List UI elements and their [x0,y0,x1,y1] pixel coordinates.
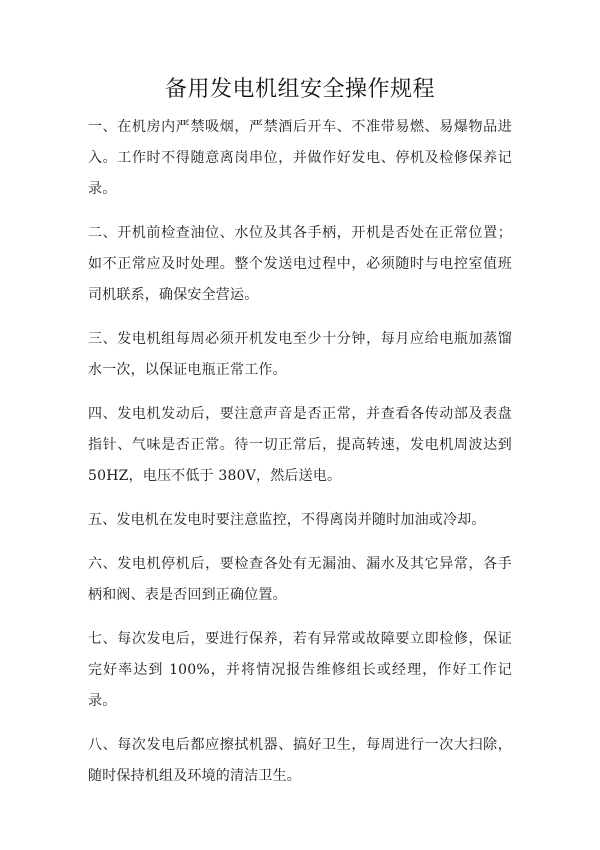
rule-7: 七、每次发电后，要进行保养，若有异常或故障要立即检修，保证完好率达到 100%，并将情况报告维修组长或经理，作好工作记录。 [88,631,512,709]
rule-2: 二、开机前检查油位、水位及其各手柄，开机是否处在正常位置；如不正常应及时处理。整个发送电过程中，必须随时与电控室值班司机联系，确保安全营运。 [88,225,512,303]
rule-5: 五、发电机在发电时要注意监控，不得离岗并随时加油或冷却。 [88,512,486,528]
rule-3: 三、发电机组每周必须开机发电至少十分钟，每月应给电瓶加蒸馏水一次，以保证电瓶正常工作。 [88,331,512,378]
rule-8: 八、每次发电后都应擦拭机器、搞好卫生，每周进行一次大扫除，随时保持机组及环境的清洁卫生。 [88,737,512,784]
rule-4: 四、发电机发动后，要注意声音是否正常，并查看各传动部及表盘指针、气味是否正常。待一切正常后，提高转速，发电机周波达到 50HZ，电压不低于 380V，然后送电。 [88,406,512,484]
rule-6: 六、发电机停机后，要检查各处有无漏油、漏水及其它异常，各手柄和阀、表是否回到正确位置。 [88,556,512,603]
document-title: 备用发电机组安全操作规程 [164,77,435,102]
rule-1: 一、在机房内严禁吸烟，严禁酒后开车、不准带易燃、易爆物品进入。工作时不得随意离岗串位，并做作好发电、停机及检修保养记录。 [88,119,512,197]
